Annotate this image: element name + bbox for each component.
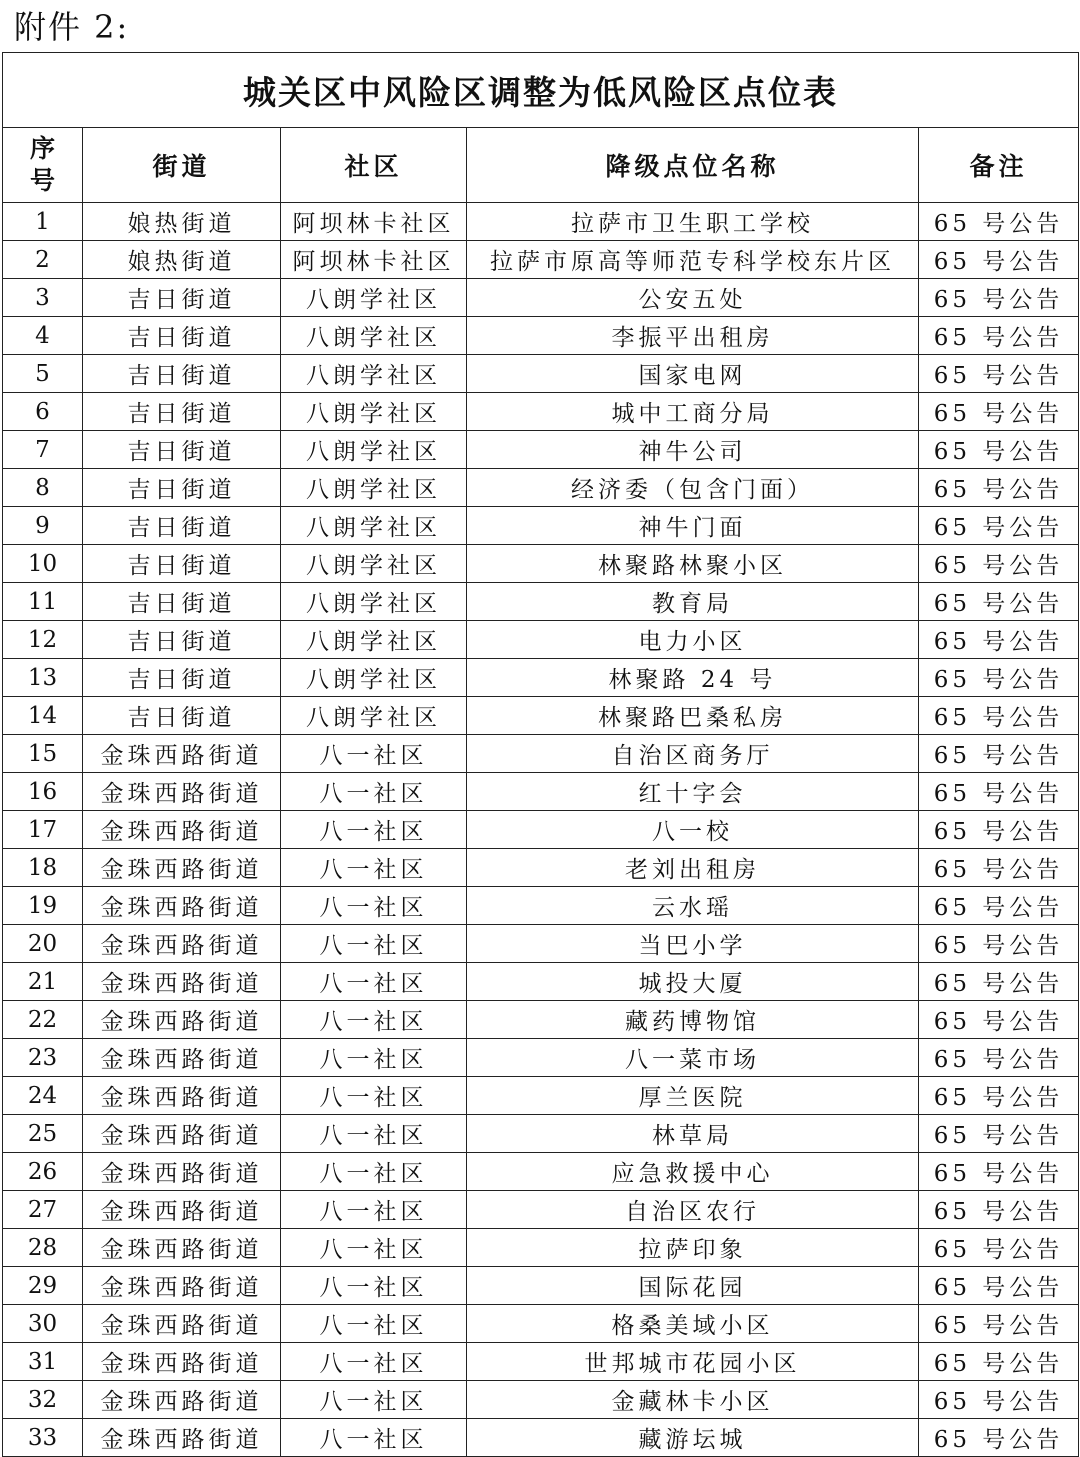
cell-community: 八朗学社区 [281, 583, 467, 621]
cell-note: 65 号公告 [919, 1343, 1079, 1381]
cell-note: 65 号公告 [919, 887, 1079, 925]
cell-location: 八一菜市场 [467, 1039, 919, 1077]
cell-location: 公安五处 [467, 279, 919, 317]
cell-community: 八朗学社区 [281, 545, 467, 583]
cell-location: 教育局 [467, 583, 919, 621]
cell-seq: 25 [3, 1115, 83, 1153]
cell-note: 65 号公告 [919, 1077, 1079, 1115]
cell-community: 八一社区 [281, 1267, 467, 1305]
cell-street: 金珠西路街道 [83, 963, 281, 1001]
header-note: 备注 [919, 128, 1079, 203]
table-row [3, 545, 1079, 583]
cell-note: 65 号公告 [919, 1419, 1079, 1457]
cell-note: 65 号公告 [919, 1267, 1079, 1305]
table-row [3, 849, 1079, 887]
cell-seq: 27 [3, 1191, 83, 1229]
cell-seq: 10 [3, 545, 83, 583]
table-row [3, 621, 1079, 659]
cell-seq: 16 [3, 773, 83, 811]
cell-community: 八一社区 [281, 1039, 467, 1077]
cell-street: 金珠西路街道 [83, 1039, 281, 1077]
cell-community: 八一社区 [281, 963, 467, 1001]
table-row [3, 811, 1079, 849]
cell-street: 金珠西路街道 [83, 1077, 281, 1115]
cell-street: 金珠西路街道 [83, 1267, 281, 1305]
cell-seq: 20 [3, 925, 83, 963]
cell-note: 65 号公告 [919, 697, 1079, 735]
cell-street: 金珠西路街道 [83, 1343, 281, 1381]
cell-seq: 22 [3, 1001, 83, 1039]
cell-street: 金珠西路街道 [83, 1001, 281, 1039]
cell-seq: 23 [3, 1039, 83, 1077]
table-row [3, 659, 1079, 697]
header-community: 社区 [281, 128, 467, 203]
cell-street: 吉日街道 [83, 469, 281, 507]
table-row [3, 697, 1079, 735]
table-row [3, 431, 1079, 469]
cell-note: 65 号公告 [919, 317, 1079, 355]
table-row [3, 1305, 1079, 1343]
table-row [3, 355, 1079, 393]
cell-location: 城投大厦 [467, 963, 919, 1001]
cell-seq: 14 [3, 697, 83, 735]
cell-community: 八一社区 [281, 1229, 467, 1267]
cell-location: 藏药博物馆 [467, 1001, 919, 1039]
table-row [3, 393, 1079, 431]
header-seq: 序号 [3, 128, 83, 203]
cell-street: 金珠西路街道 [83, 887, 281, 925]
cell-seq: 9 [3, 507, 83, 545]
cell-location: 林聚路 24 号 [467, 659, 919, 697]
cell-community: 八朗学社区 [281, 431, 467, 469]
cell-street: 娘热街道 [83, 241, 281, 279]
cell-street: 金珠西路街道 [83, 1153, 281, 1191]
cell-community: 八一社区 [281, 887, 467, 925]
cell-note: 65 号公告 [919, 1039, 1079, 1077]
header-row [3, 128, 1079, 203]
table-row [3, 469, 1079, 507]
cell-seq: 19 [3, 887, 83, 925]
cell-location: 经济委（包含门面） [467, 469, 919, 507]
table-row [3, 1077, 1079, 1115]
cell-seq: 6 [3, 393, 83, 431]
cell-seq: 15 [3, 735, 83, 773]
header-street: 街道 [83, 128, 281, 203]
cell-seq: 28 [3, 1229, 83, 1267]
cell-seq: 8 [3, 469, 83, 507]
cell-seq: 11 [3, 583, 83, 621]
cell-community: 八一社区 [281, 1191, 467, 1229]
cell-note: 65 号公告 [919, 1381, 1079, 1419]
cell-street: 吉日街道 [83, 659, 281, 697]
cell-note: 65 号公告 [919, 279, 1079, 317]
cell-location: 八一校 [467, 811, 919, 849]
cell-seq: 26 [3, 1153, 83, 1191]
cell-community: 八朗学社区 [281, 507, 467, 545]
cell-location: 云水瑶 [467, 887, 919, 925]
cell-seq: 31 [3, 1343, 83, 1381]
cell-note: 65 号公告 [919, 1001, 1079, 1039]
cell-community: 八一社区 [281, 1077, 467, 1115]
cell-street: 金珠西路街道 [83, 1381, 281, 1419]
cell-note: 65 号公告 [919, 203, 1079, 241]
cell-location: 拉萨印象 [467, 1229, 919, 1267]
cell-street: 吉日街道 [83, 545, 281, 583]
cell-location: 老刘出租房 [467, 849, 919, 887]
cell-location: 林草局 [467, 1115, 919, 1153]
cell-community: 八一社区 [281, 1419, 467, 1457]
header-location: 降级点位名称 [467, 128, 919, 203]
table-row [3, 241, 1079, 279]
table-row [3, 963, 1079, 1001]
cell-note: 65 号公告 [919, 735, 1079, 773]
cell-community: 八一社区 [281, 811, 467, 849]
table-row [3, 203, 1079, 241]
cell-location: 神牛公司 [467, 431, 919, 469]
cell-community: 八一社区 [281, 1381, 467, 1419]
cell-location: 林聚路林聚小区 [467, 545, 919, 583]
table-row [3, 925, 1079, 963]
table-row [3, 1115, 1079, 1153]
cell-location: 城中工商分局 [467, 393, 919, 431]
cell-location: 厚兰医院 [467, 1077, 919, 1115]
cell-seq: 12 [3, 621, 83, 659]
cell-seq: 33 [3, 1419, 83, 1457]
table-row [3, 1267, 1079, 1305]
cell-community: 八朗学社区 [281, 621, 467, 659]
table-row [3, 735, 1079, 773]
cell-location: 拉萨市原高等师范专科学校东片区 [467, 241, 919, 279]
cell-street: 娘热街道 [83, 203, 281, 241]
cell-note: 65 号公告 [919, 355, 1079, 393]
cell-note: 65 号公告 [919, 849, 1079, 887]
cell-community: 八朗学社区 [281, 697, 467, 735]
table-row [3, 583, 1079, 621]
cell-community: 八朗学社区 [281, 469, 467, 507]
table-row [3, 1001, 1079, 1039]
cell-community: 八朗学社区 [281, 279, 467, 317]
cell-note: 65 号公告 [919, 1305, 1079, 1343]
cell-street: 吉日街道 [83, 317, 281, 355]
cell-street: 金珠西路街道 [83, 1115, 281, 1153]
cell-community: 八一社区 [281, 1153, 467, 1191]
table-row [3, 1039, 1079, 1077]
cell-community: 八一社区 [281, 735, 467, 773]
table-row [3, 1153, 1079, 1191]
table-row [3, 1343, 1079, 1381]
cell-note: 65 号公告 [919, 1191, 1079, 1229]
cell-seq: 1 [3, 203, 83, 241]
cell-street: 金珠西路街道 [83, 1305, 281, 1343]
table-row [3, 1191, 1079, 1229]
cell-seq: 5 [3, 355, 83, 393]
cell-street: 吉日街道 [83, 621, 281, 659]
risk-area-table [2, 52, 1079, 1457]
cell-seq: 2 [3, 241, 83, 279]
table-row [3, 279, 1079, 317]
cell-street: 吉日街道 [83, 279, 281, 317]
cell-community: 阿坝林卡社区 [281, 203, 467, 241]
table-title: 城关区中风险区调整为低风险区点位表 [3, 53, 1079, 128]
cell-location: 格桑美域小区 [467, 1305, 919, 1343]
cell-note: 65 号公告 [919, 507, 1079, 545]
cell-community: 八朗学社区 [281, 393, 467, 431]
cell-community: 八一社区 [281, 849, 467, 887]
cell-street: 金珠西路街道 [83, 925, 281, 963]
cell-community: 八朗学社区 [281, 659, 467, 697]
cell-street: 金珠西路街道 [83, 1419, 281, 1457]
cell-street: 吉日街道 [83, 697, 281, 735]
cell-street: 金珠西路街道 [83, 773, 281, 811]
cell-seq: 17 [3, 811, 83, 849]
cell-community: 八一社区 [281, 1115, 467, 1153]
attachment-label: 附件 2: [14, 8, 130, 46]
table-body [3, 203, 1079, 1457]
cell-community: 阿坝林卡社区 [281, 241, 467, 279]
cell-seq: 13 [3, 659, 83, 697]
cell-community: 八一社区 [281, 1305, 467, 1343]
cell-location: 国家电网 [467, 355, 919, 393]
cell-note: 65 号公告 [919, 393, 1079, 431]
cell-street: 金珠西路街道 [83, 811, 281, 849]
cell-community: 八一社区 [281, 1001, 467, 1039]
cell-seq: 7 [3, 431, 83, 469]
table-row [3, 317, 1079, 355]
cell-location: 应急救援中心 [467, 1153, 919, 1191]
cell-note: 65 号公告 [919, 545, 1079, 583]
cell-note: 65 号公告 [919, 659, 1079, 697]
cell-note: 65 号公告 [919, 469, 1079, 507]
cell-street: 金珠西路街道 [83, 1229, 281, 1267]
cell-community: 八一社区 [281, 925, 467, 963]
cell-location: 自治区农行 [467, 1191, 919, 1229]
cell-location: 自治区商务厅 [467, 735, 919, 773]
cell-seq: 3 [3, 279, 83, 317]
table-row [3, 1229, 1079, 1267]
cell-community: 八一社区 [281, 773, 467, 811]
cell-note: 65 号公告 [919, 583, 1079, 621]
cell-location: 国际花园 [467, 1267, 919, 1305]
cell-note: 65 号公告 [919, 431, 1079, 469]
cell-location: 神牛门面 [467, 507, 919, 545]
cell-street: 吉日街道 [83, 393, 281, 431]
cell-location: 林聚路巴桑私房 [467, 697, 919, 735]
cell-seq: 32 [3, 1381, 83, 1419]
table-row [3, 773, 1079, 811]
cell-seq: 29 [3, 1267, 83, 1305]
cell-street: 吉日街道 [83, 507, 281, 545]
cell-street: 吉日街道 [83, 355, 281, 393]
cell-seq: 24 [3, 1077, 83, 1115]
cell-community: 八朗学社区 [281, 317, 467, 355]
cell-community: 八一社区 [281, 1343, 467, 1381]
cell-location: 拉萨市卫生职工学校 [467, 203, 919, 241]
cell-seq: 30 [3, 1305, 83, 1343]
table-row [3, 507, 1079, 545]
cell-note: 65 号公告 [919, 925, 1079, 963]
cell-street: 吉日街道 [83, 431, 281, 469]
cell-note: 65 号公告 [919, 963, 1079, 1001]
cell-location: 红十字会 [467, 773, 919, 811]
cell-seq: 21 [3, 963, 83, 1001]
cell-note: 65 号公告 [919, 1115, 1079, 1153]
cell-note: 65 号公告 [919, 811, 1079, 849]
cell-street: 吉日街道 [83, 583, 281, 621]
cell-note: 65 号公告 [919, 1153, 1079, 1191]
cell-seq: 4 [3, 317, 83, 355]
cell-location: 电力小区 [467, 621, 919, 659]
cell-street: 金珠西路街道 [83, 735, 281, 773]
cell-location: 李振平出租房 [467, 317, 919, 355]
cell-location: 藏游坛城 [467, 1419, 919, 1457]
cell-community: 八朗学社区 [281, 355, 467, 393]
table-row [3, 1419, 1079, 1457]
cell-note: 65 号公告 [919, 773, 1079, 811]
cell-note: 65 号公告 [919, 241, 1079, 279]
cell-location: 世邦城市花园小区 [467, 1343, 919, 1381]
cell-seq: 18 [3, 849, 83, 887]
cell-street: 金珠西路街道 [83, 1191, 281, 1229]
cell-location: 金藏林卡小区 [467, 1381, 919, 1419]
cell-note: 65 号公告 [919, 621, 1079, 659]
cell-note: 65 号公告 [919, 1229, 1079, 1267]
table-row [3, 1381, 1079, 1419]
table-row [3, 887, 1079, 925]
cell-location: 当巴小学 [467, 925, 919, 963]
cell-street: 金珠西路街道 [83, 849, 281, 887]
